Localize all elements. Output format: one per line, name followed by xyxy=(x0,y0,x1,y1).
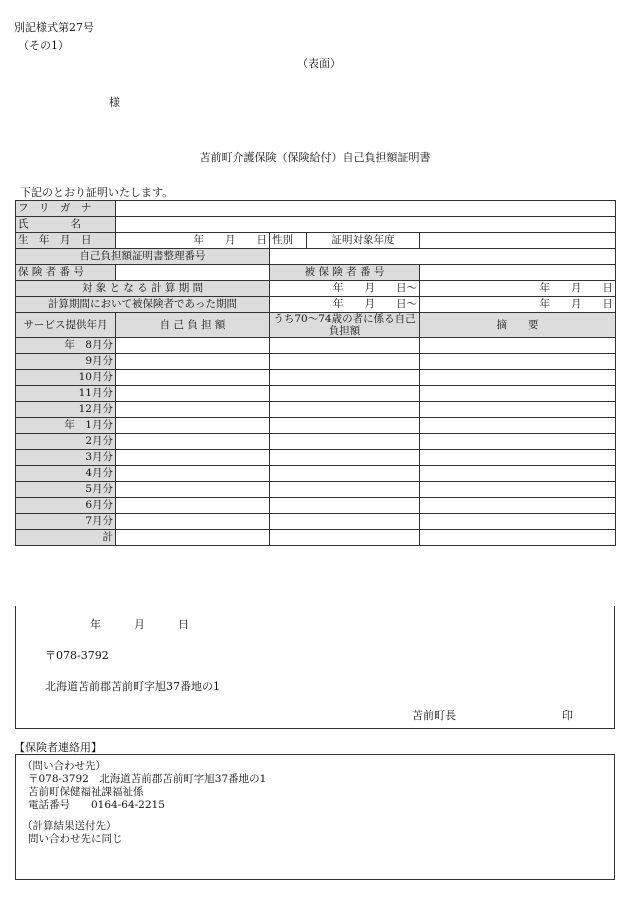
age70-cell[interactable] xyxy=(270,498,420,514)
self-pay-cell[interactable] xyxy=(116,370,270,386)
notes-cell[interactable] xyxy=(420,418,616,434)
self-pay-cell[interactable] xyxy=(116,402,270,418)
month-row xyxy=(16,434,616,450)
calc-period-label: 対 象 と な る 計 算 期 間 xyxy=(16,281,270,297)
month-label: 4月分 xyxy=(16,466,116,482)
inquiry-department: 苫前町保健福祉課福祉係 xyxy=(28,786,144,798)
side-label: （表面） xyxy=(297,57,341,70)
calc-period-from[interactable]: 年 月 日〜 xyxy=(270,281,420,297)
self-pay-cell[interactable] xyxy=(116,386,270,402)
notes-cell[interactable] xyxy=(420,386,616,402)
col-age70-header: うち70〜74歳の者に係る自己負担額 xyxy=(270,313,420,338)
age70-cell[interactable] xyxy=(270,418,420,434)
month-row xyxy=(16,530,616,546)
notes-cell[interactable] xyxy=(420,370,616,386)
addressee-sama: 様 xyxy=(109,96,120,109)
age70-cell[interactable] xyxy=(270,338,420,354)
self-pay-cell[interactable] xyxy=(116,434,270,450)
age70-cell[interactable] xyxy=(270,402,420,418)
self-pay-cell[interactable] xyxy=(116,354,270,370)
month-label: 3月分 xyxy=(16,450,116,466)
age70-cell[interactable] xyxy=(270,354,420,370)
month-row xyxy=(16,386,616,402)
seal-mark: 印 xyxy=(562,709,573,722)
cert-date: 年 月 日 xyxy=(90,618,189,631)
age70-cell[interactable] xyxy=(270,530,420,546)
month-label: 11月分 xyxy=(16,386,116,402)
page-title: 苫前町介護保険（保険給付）自己負担額証明書 xyxy=(199,151,431,164)
insured-number-label: 被 保 険 者 番 号 xyxy=(270,265,420,281)
notes-cell[interactable] xyxy=(420,338,616,354)
insurer-number-value[interactable] xyxy=(116,265,270,281)
intro-text: 下記のとおり証明いたします。 xyxy=(20,186,174,199)
month-label: 計 xyxy=(16,530,116,546)
self-pay-cell[interactable] xyxy=(116,418,270,434)
cert-number-label: 自己負担額証明書整理番号 xyxy=(16,249,270,265)
month-row xyxy=(16,370,616,386)
target-year-value[interactable] xyxy=(420,233,616,249)
name-label: 氏 名 xyxy=(16,217,116,233)
sex-label: 性別 xyxy=(270,233,307,249)
cert-zip: 〒078-3792 xyxy=(45,649,109,662)
age70-cell[interactable] xyxy=(270,450,420,466)
inquiry-address: 〒078-3792 北海道苫前郡苫前町字旭37番地の1 xyxy=(28,773,267,785)
month-label: 5月分 xyxy=(16,482,116,498)
month-label: 年 8月分 xyxy=(16,338,116,354)
month-row xyxy=(16,354,616,370)
contact-box xyxy=(15,754,615,880)
col-notes-header: 摘 要 xyxy=(420,313,616,338)
certificate-table xyxy=(15,200,616,546)
cert-number-value[interactable] xyxy=(270,249,616,265)
age70-cell[interactable] xyxy=(270,482,420,498)
target-year-label: 証明対象年度 xyxy=(307,233,420,249)
month-label: 6月分 xyxy=(16,498,116,514)
furigana-value[interactable] xyxy=(116,201,616,217)
notes-cell[interactable] xyxy=(420,354,616,370)
month-row xyxy=(16,338,616,354)
notes-cell[interactable] xyxy=(420,482,616,498)
age70-cell[interactable] xyxy=(270,434,420,450)
insured-number-value[interactable] xyxy=(420,265,616,281)
col-self-pay-header: 自 己 負 担 額 xyxy=(116,313,270,338)
self-pay-cell[interactable] xyxy=(116,338,270,354)
insured-period-to[interactable]: 年 月 日 xyxy=(420,297,616,313)
notes-cell[interactable] xyxy=(420,450,616,466)
dob-label: 生 年 月 日 xyxy=(16,233,116,249)
inquiry-heading: （問い合わせ先） xyxy=(22,760,106,772)
self-pay-cell[interactable] xyxy=(116,498,270,514)
notes-cell[interactable] xyxy=(420,514,616,530)
age70-cell[interactable] xyxy=(270,386,420,402)
form-number: 別記様式第27号 xyxy=(14,21,94,34)
month-row xyxy=(16,418,616,434)
month-label: 2月分 xyxy=(16,434,116,450)
notes-cell[interactable] xyxy=(420,498,616,514)
month-label: 年 1月分 xyxy=(16,418,116,434)
send-to-value: 問い合わせ先に同じ xyxy=(28,833,123,845)
notes-cell[interactable] xyxy=(420,402,616,418)
self-pay-cell[interactable] xyxy=(116,482,270,498)
month-label: 7月分 xyxy=(16,514,116,530)
furigana-label: フ リ ガ ナ xyxy=(16,201,116,217)
insurer-number-label: 保 険 者 番 号 xyxy=(16,265,116,281)
self-pay-cell[interactable] xyxy=(116,466,270,482)
self-pay-cell[interactable] xyxy=(116,450,270,466)
age70-cell[interactable] xyxy=(270,514,420,530)
name-value[interactable] xyxy=(116,217,616,233)
send-to-heading: （計算結果送付先） xyxy=(22,820,117,832)
calc-period-to[interactable]: 年 月 日 xyxy=(420,281,616,297)
notes-cell[interactable] xyxy=(420,434,616,450)
insured-period-from[interactable]: 年 月 日〜 xyxy=(270,297,420,313)
mayor-title: 苫前町長 xyxy=(412,709,456,722)
insured-period-label: 計算期間において被保険者であった期間 xyxy=(16,297,270,313)
inquiry-phone: 電話番号 0164-64-2215 xyxy=(28,799,165,811)
month-row xyxy=(16,466,616,482)
age70-cell[interactable] xyxy=(270,370,420,386)
month-row xyxy=(16,498,616,514)
notes-cell[interactable] xyxy=(420,466,616,482)
notes-cell[interactable] xyxy=(420,530,616,546)
contact-heading: 【保険者連絡用】 xyxy=(14,741,102,754)
month-label: 9月分 xyxy=(16,354,116,370)
self-pay-cell[interactable] xyxy=(116,530,270,546)
col-month-header: サービス提供年月 xyxy=(16,313,116,338)
month-row xyxy=(16,450,616,466)
form-part: （その1） xyxy=(18,39,69,52)
self-pay-cell[interactable] xyxy=(116,514,270,530)
month-row xyxy=(16,482,616,498)
age70-cell[interactable] xyxy=(270,466,420,482)
month-row xyxy=(16,514,616,530)
dob-value[interactable]: 年 月 日 xyxy=(116,233,270,249)
cert-address: 北海道苫前郡苫前町字旭37番地の1 xyxy=(45,680,220,693)
month-label: 10月分 xyxy=(16,370,116,386)
month-label: 12月分 xyxy=(16,402,116,418)
month-row xyxy=(16,402,616,418)
